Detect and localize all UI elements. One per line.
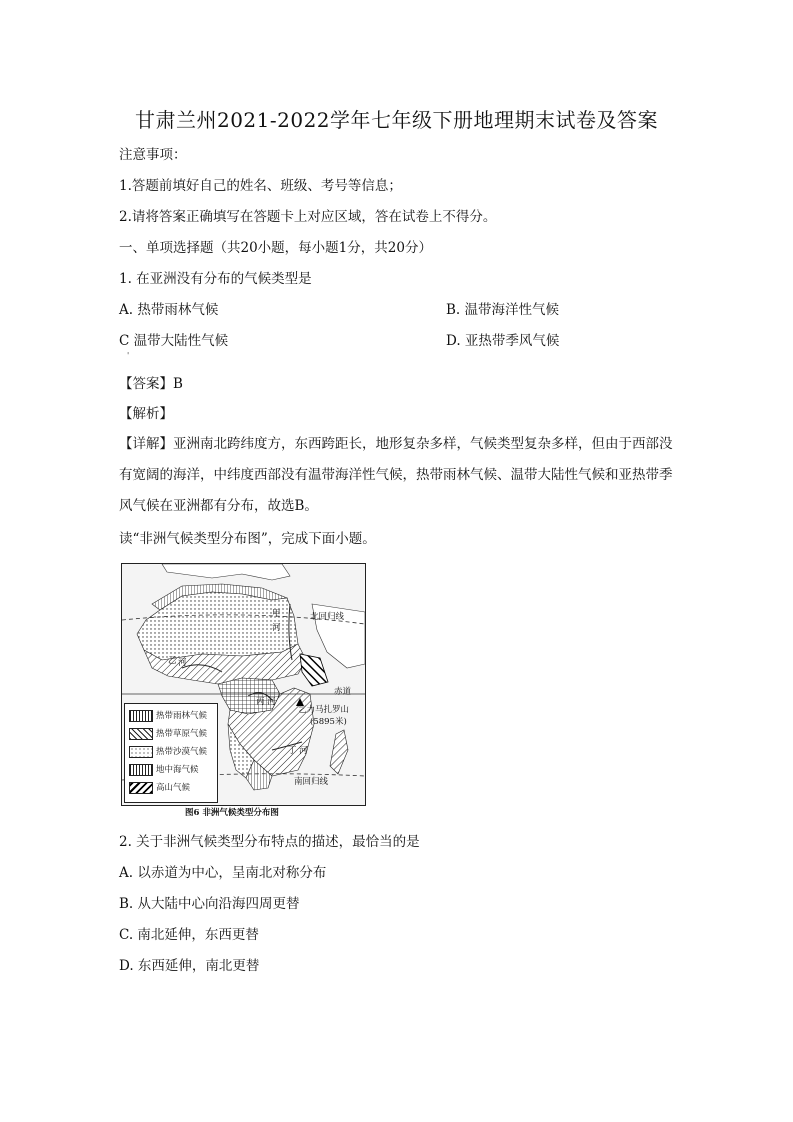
label-mountain: 乞力马扎罗山 bbox=[298, 705, 350, 715]
question-2-option-b: B. 从大陆中心向沿海四周更替 bbox=[119, 896, 300, 912]
question-1-answer: 【答案】B bbox=[119, 376, 183, 392]
question-1-stem: 1. 在亚洲没有分布的气候类型是 bbox=[119, 271, 312, 287]
label-south-tropic: 南回归线 bbox=[294, 777, 329, 787]
legend-item-rainforest: 热带雨林气候 bbox=[129, 709, 207, 723]
question-1-option-b: B. 温带海洋性气候 bbox=[446, 302, 560, 318]
question-2-option-c: C. 南北延伸，东西更替 bbox=[119, 927, 259, 943]
label-yi: 乙 bbox=[168, 656, 177, 666]
section-heading: 一、单项选择题（共20小题，每小题1分，共20分） bbox=[119, 240, 432, 256]
question-1-option-d: D. 亚热带季风气候 bbox=[446, 333, 560, 349]
highland-swatch-icon bbox=[129, 782, 153, 794]
rainforest-swatch-icon bbox=[129, 710, 153, 722]
legend-item-highland: 高山气候 bbox=[129, 781, 190, 795]
legend-item-desert: 热带沙漠气候 bbox=[129, 745, 207, 759]
question-1-option-c: C 温带大陆性气候 bbox=[119, 333, 229, 349]
map-intro: 读“非洲气候类型分布图”，完成下面小题。 bbox=[119, 531, 376, 547]
label-ding: 丁 bbox=[288, 746, 297, 756]
question-1-analysis-label: 【解析】 bbox=[119, 406, 173, 422]
map-legend bbox=[124, 703, 218, 803]
question-1-detail: 【详解】亚洲南北跨纬度方，东西跨距长，地形复杂多样，气候类型复杂多样，但由于西部没有宽阔的海洋，中纬度西部没有温带海洋性气候，热带雨林气候、温带大陆性气候和亚热带季风气候在亚洲都有分布，故选B。 bbox=[119, 436, 673, 514]
mediterranean-swatch-icon bbox=[129, 764, 153, 776]
stray-mark: ' bbox=[127, 351, 130, 360]
label-north-tropic: 北回归线 bbox=[310, 612, 345, 622]
legend-item-mediterranean: 地中海气候 bbox=[129, 763, 199, 777]
page-title: 甘肃兰州2021-2022学年七年级下册地理期末试卷及答案 bbox=[134, 108, 659, 132]
notice-item-2: 2.请将答案正确填写在答题卡上对应区域，答在试卷上不得分。 bbox=[119, 209, 497, 225]
label-mountain-height: (5895米) bbox=[310, 717, 347, 727]
label-he-1: 河 bbox=[272, 623, 281, 633]
savanna-swatch-icon bbox=[129, 728, 153, 740]
africa-climate-map bbox=[121, 563, 366, 806]
label-ding-he: 河 bbox=[299, 746, 308, 756]
legend-item-savanna: 热带草原气候 bbox=[129, 727, 207, 741]
desert-swatch-icon bbox=[129, 746, 153, 758]
label-equator: 赤道 bbox=[334, 687, 352, 697]
question-2-stem: 2. 关于非洲气候类型分布特点的描述，最恰当的是 bbox=[119, 834, 420, 850]
notice-item-1: 1.答题前填好自己的姓名、班级、考号等信息； bbox=[119, 178, 402, 194]
label-jia: 甲 bbox=[272, 609, 281, 619]
question-2-option-a: A. 以赤道为中心，呈南北对称分布 bbox=[119, 865, 327, 881]
question-2-option-d: D. 东西延伸，南北更替 bbox=[119, 958, 260, 974]
notice-heading: 注意事项： bbox=[119, 147, 187, 163]
label-bing-he: 河 bbox=[267, 697, 276, 707]
question-1-option-a: A. 热带雨林气候 bbox=[119, 302, 219, 318]
map-caption: 图6 非洲气候类型分布图 bbox=[185, 808, 279, 818]
label-bing: 丙 bbox=[256, 697, 265, 707]
label-he-2: 河 bbox=[178, 658, 187, 668]
